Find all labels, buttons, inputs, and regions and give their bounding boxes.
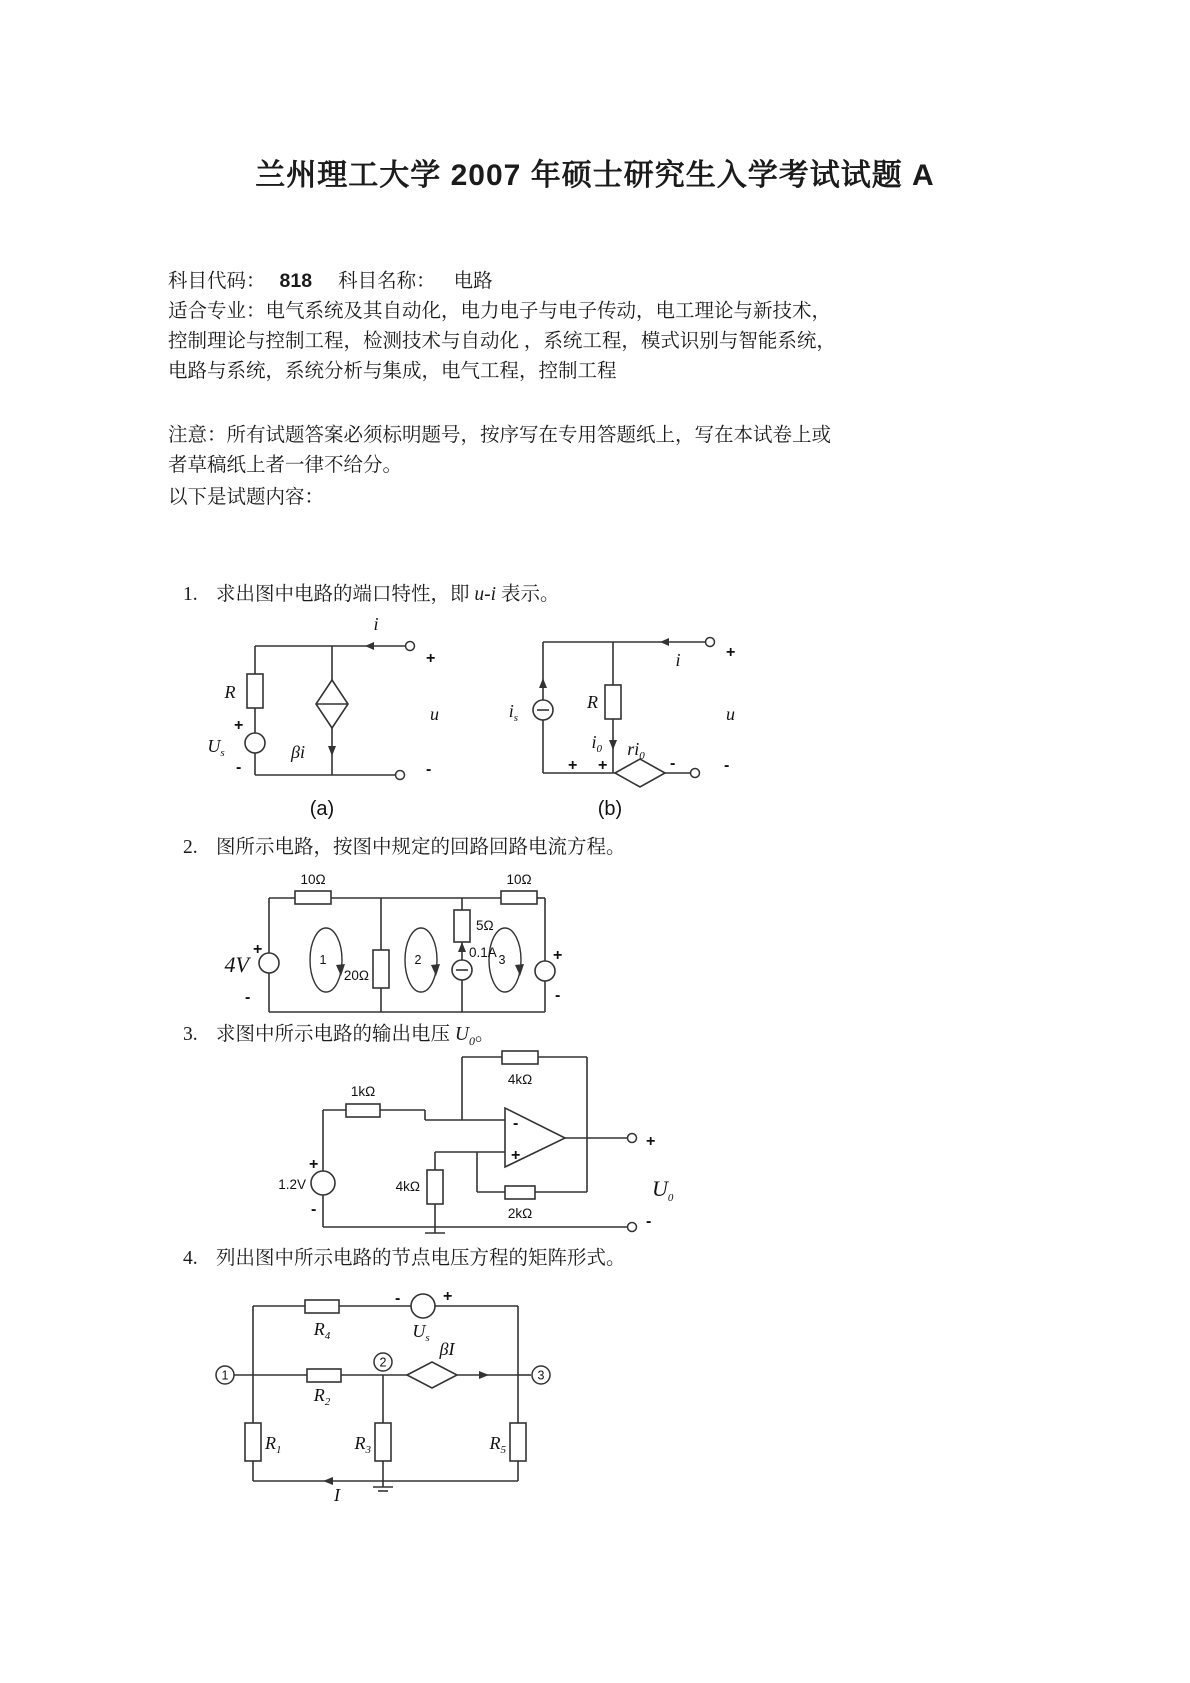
resistor-R5 <box>510 1423 526 1461</box>
mesh-loop-2 <box>405 928 440 992</box>
majors-line-3: 电路与系统，系统分析与集成，电气工程，控制工程 <box>168 361 617 382</box>
svg-text:2: 2 <box>379 1355 387 1370</box>
opamp-minus-input: - <box>513 1115 519 1132</box>
minus-sign: - <box>670 755 676 772</box>
majors-line-2: 控制理论与控制工程，检测技术与自动化 ，系统工程，模式识别与智能系统， <box>168 331 836 352</box>
plus-sign: + <box>553 947 563 964</box>
label-1k: 1kΩ <box>350 1084 376 1099</box>
minus-sign: - <box>245 989 251 1006</box>
figure-a-label: (a) <box>309 798 335 820</box>
label-5ohm: 5Ω <box>476 918 494 933</box>
minus-sign: - <box>311 1201 317 1218</box>
mesh-loop-1 <box>310 928 345 992</box>
minus-sign: - <box>724 757 730 774</box>
port-terminal-top <box>406 642 415 651</box>
figure-q4-circuit <box>185 1283 585 1513</box>
question-2-text: 图所示电路，按图中规定的回路回路电流方程。 <box>216 837 626 858</box>
plus-sign: + <box>598 757 608 774</box>
label-R1: $R_1$ <box>265 1433 282 1456</box>
current-arrow-i <box>365 642 374 650</box>
subject-code-label: 科目代码： <box>168 271 266 292</box>
question-4 <box>183 1242 626 1270</box>
subject-code: 818 <box>279 270 313 292</box>
label-4k-feedback: 4kΩ <box>507 1072 533 1087</box>
plus-sign: + <box>253 941 263 958</box>
question-4-text: 列出图中所示电路的节点电压方程的矩阵形式。 <box>216 1248 626 1269</box>
label-2k: 2kΩ <box>507 1206 533 1221</box>
current-arrow-i <box>660 638 669 646</box>
resistor-R2 <box>307 1369 341 1382</box>
resistor-R4 <box>305 1300 339 1313</box>
minus-sign: - <box>236 759 242 776</box>
minus-sign: - <box>395 1290 401 1307</box>
resistor-noninv-4k <box>427 1170 443 1204</box>
wires <box>323 1057 632 1227</box>
label-Us: $U_s$ <box>207 736 225 759</box>
label-4k-noninv: 4kΩ <box>395 1179 420 1194</box>
plus-sign: + <box>646 1133 656 1150</box>
notice-line-2: 者草稿纸上者一律不给分。 <box>168 455 403 476</box>
node-1-marker <box>216 1366 234 1384</box>
voltage-source-Us <box>411 1294 435 1318</box>
dependent-source-ri0 <box>615 759 665 787</box>
figure-q3-opamp-circuit <box>280 1038 700 1253</box>
mesh-loop-3 <box>489 928 524 992</box>
question-3-number: 3. <box>183 1024 198 1045</box>
node-3-marker <box>532 1366 550 1384</box>
loop-2-number: 2 <box>414 953 422 967</box>
text-segment: 求图中所示电路的输出电压 <box>216 1024 455 1045</box>
resistor-feedback-4k <box>502 1051 538 1064</box>
label-is: $i_s$ <box>508 701 518 724</box>
figure-b-label: (b) <box>597 798 623 820</box>
label-u: u <box>430 704 439 724</box>
port-terminal-top <box>706 638 715 647</box>
label-R: R <box>224 682 236 702</box>
resistor-R1 <box>245 1423 261 1461</box>
minus-sign: - <box>646 1213 652 1230</box>
label-20ohm: 20Ω <box>343 968 369 983</box>
voltage-source-right <box>535 961 555 981</box>
question-1-number: 1. <box>183 584 198 605</box>
figure-q1-circuits <box>170 580 770 830</box>
resistor-input-1k <box>346 1104 380 1117</box>
loop-1-number: 1 <box>319 953 327 967</box>
minus-sign: - <box>426 761 432 778</box>
plus-sign: + <box>426 650 436 667</box>
label-4V: 4V <box>224 952 249 977</box>
subject-name-label: 科目名称： <box>338 271 436 292</box>
resistor-5ohm <box>454 910 470 942</box>
notice-line-1: 注意：所有试题答案必须标明题号，按序写在专用答题纸上，写在本试卷上或 <box>168 425 832 446</box>
voltage-source-1.2V <box>311 1171 335 1195</box>
label-R: R <box>587 692 598 712</box>
resistor-20ohm <box>373 950 389 988</box>
label-R5: $R_5$ <box>489 1433 506 1456</box>
resistor-10ohm-right <box>501 891 537 904</box>
label-R4: $R_4$ <box>313 1319 331 1342</box>
question-4-number: 4. <box>183 1248 198 1269</box>
figure-q2-circuit <box>195 858 595 1028</box>
opamp-plus-input: + <box>511 1147 521 1164</box>
label-U0: $U_0$ <box>652 1176 674 1204</box>
label-i: i <box>675 650 681 670</box>
label-10ohm-right: 10Ω <box>506 872 532 887</box>
notice-line-3: 以下是试题内容： <box>168 487 325 508</box>
label-i0: $i_0$ <box>591 732 602 755</box>
text-segment: 求出图中电路的端口特性，即 <box>216 584 475 605</box>
label-10ohm-left: 10Ω <box>300 872 326 887</box>
ground-symbol <box>425 1227 445 1233</box>
plus-sign: + <box>234 717 244 734</box>
plus-sign: + <box>309 1156 319 1173</box>
label-i: i <box>373 614 379 634</box>
voltage-source-Us <box>245 733 265 753</box>
resistor-output-2k <box>505 1186 535 1199</box>
output-terminal-top <box>628 1134 637 1143</box>
label-I: I <box>334 1485 340 1505</box>
subject-line <box>168 268 493 295</box>
label-Us: $U_s$ <box>412 1321 430 1344</box>
label-beta-I: βI <box>439 1339 455 1359</box>
minus-sign: - <box>555 987 561 1004</box>
text-segment: 。 <box>474 1024 495 1045</box>
majors-line-1: 适合专业：电气系统及其自动化，电力电子与电子传动，电工理论与新技术， <box>168 301 832 322</box>
plus-sign: + <box>568 757 578 774</box>
svg-text:3: 3 <box>537 1368 545 1383</box>
subject-name: 电路 <box>453 271 493 292</box>
resistor-10ohm-left <box>295 891 331 904</box>
label-u: u <box>726 704 735 724</box>
text-segment: 表示。 <box>496 584 560 605</box>
circuit-b <box>509 638 736 821</box>
page-title: 兰州理工大学 2007 年硕士研究生入学考试试题 A <box>255 159 935 192</box>
label-R2: $R_2$ <box>313 1385 331 1408</box>
label-0.1A: 0.1A <box>469 945 497 960</box>
node-2-marker <box>374 1353 392 1371</box>
label-beta-i: βi <box>291 742 305 762</box>
current-arrow-i0 <box>609 740 617 750</box>
plus-sign: + <box>726 644 736 661</box>
port-terminal-bottom <box>396 771 405 780</box>
label-1.2V: 1.2V <box>278 1177 306 1192</box>
question-2 <box>183 831 626 859</box>
question-2-number: 2. <box>183 837 198 858</box>
plus-sign: + <box>443 1288 453 1305</box>
port-terminal-bottom <box>691 769 700 778</box>
loop-3-number: 3 <box>498 953 506 967</box>
math-U0: $U_0$ <box>454 1024 475 1048</box>
resistor-R <box>247 674 263 708</box>
resistor-R3 <box>375 1423 391 1461</box>
svg-text:1: 1 <box>221 1368 229 1383</box>
math-ui: u-i <box>474 584 497 605</box>
current-arrow-I <box>323 1477 333 1485</box>
ground-symbol <box>373 1481 393 1491</box>
label-R3: $R_3$ <box>354 1433 371 1456</box>
label-ri0: $ri_0$ <box>627 739 645 762</box>
resistor-R <box>605 685 621 719</box>
circuit-a <box>207 614 439 820</box>
output-terminal-bottom <box>628 1223 637 1232</box>
